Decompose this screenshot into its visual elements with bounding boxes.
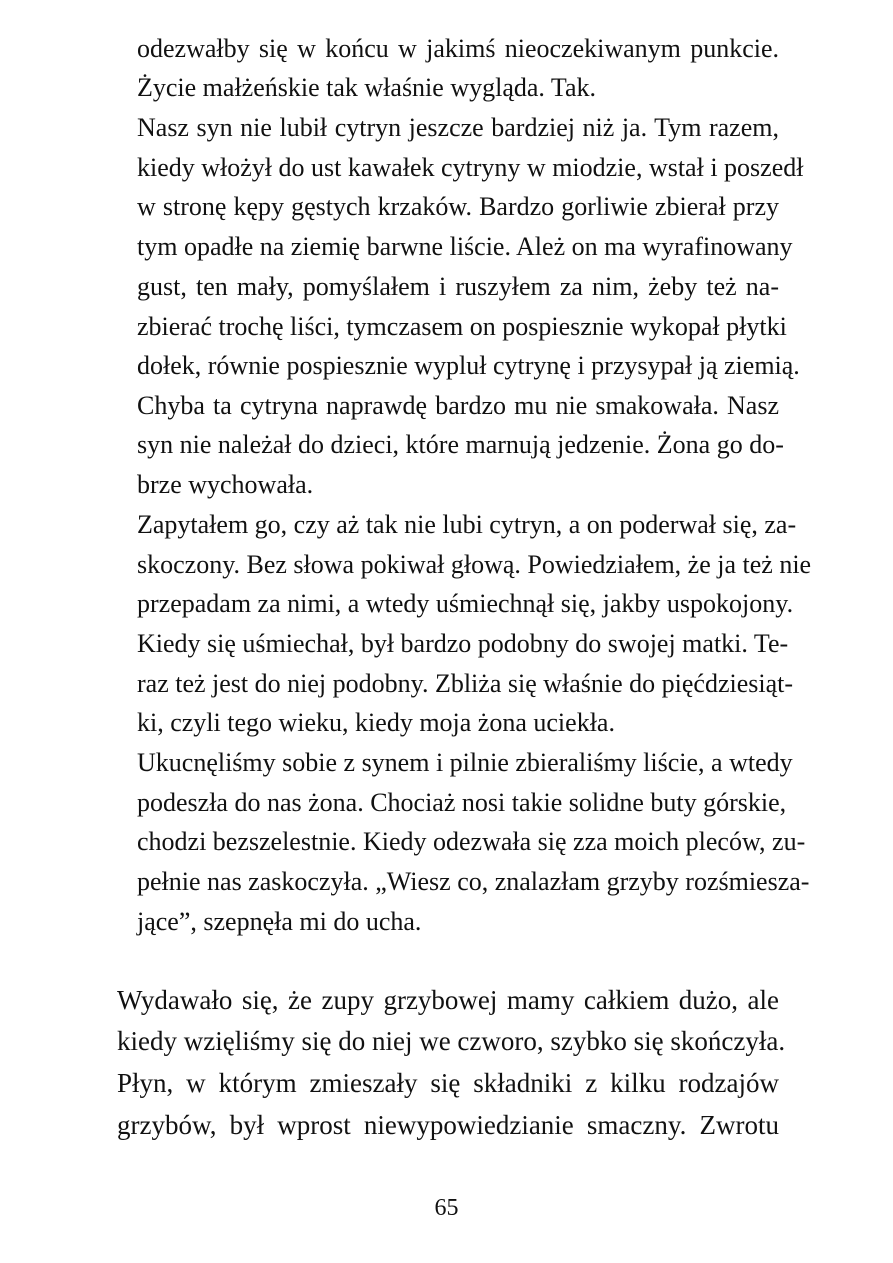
page-number: 65	[434, 1195, 459, 1221]
text-line: Zapytałem go, czy aż tak nie lubi cytryn, a on poderwał się, za-	[137, 510, 797, 539]
text-line: chodzi bezszelestnie. Kiedy odezwała się zza moich pleców, zu-	[137, 827, 806, 856]
text-line: Chyba ta cytryna naprawdę bardzo mu nie smakowała. Nasz	[137, 391, 779, 420]
text-line: podeszła do nas żona. Chociaż nosi takie solidne buty górskie,	[137, 788, 787, 817]
text-line: tym opadłe na ziemię barwne liście. Ależ on ma wyrafinowany	[137, 232, 793, 261]
text-line: Wydawało się, że zupy grzybowej mamy całkiem dużo, ale	[117, 985, 779, 1015]
text-line: skoczony. Bez słowa pokiwał głową. Powiedziałem, że ja też nie	[137, 550, 812, 579]
text-line: odezwałby się w końcu w jakimś nieoczekiwanym punkcie.	[137, 34, 779, 63]
text-line: jące”, szepnęła mi do ucha.	[137, 907, 422, 936]
text-line: gust, ten mały, pomyślałem i ruszyłem za nim, żeby też na-	[137, 272, 779, 301]
text-line: kiedy włożył do ust kawałek cytryny w miodzie, wstał i poszedł	[137, 153, 804, 182]
text-line: kiedy wzięliśmy się do niej we czworo, szybko się skończyła.	[117, 1026, 786, 1056]
text-line: w stronę kępy gęstych krzaków. Bardzo gorliwie zbierał przy	[137, 192, 779, 221]
text-line: pełnie nas zaskoczyła. „Wiesz co, znalazłam grzyby rozśmiesza-	[137, 867, 810, 896]
text-line: Ukucnęliśmy sobie z synem i pilnie zbieraliśmy liście, a wtedy	[137, 748, 793, 777]
text-line: ki, czyli tego wieku, kiedy moja żona uciekła.	[137, 708, 615, 737]
text-line: zbierać trochę liści, tymczasem on pospiesznie wykopał płytki	[137, 312, 787, 341]
text-line: grzybów, był wprost niewypowiedzianie smaczny. Zwrotu	[117, 1110, 779, 1140]
text-line: raz też jest do niej podobny. Zbliża się właśnie do pięćdziesiąt-	[137, 669, 794, 698]
text-line: Nasz syn nie lubił cytryn jeszcze bardziej niż ja. Tym razem,	[137, 113, 779, 142]
text-line: Kiedy się uśmiechał, był bardzo podobny do swojej matki. Te-	[137, 629, 789, 658]
text-line: dołek, równie pospiesznie wypluł cytrynę i przysypał ją ziemią.	[137, 351, 800, 380]
text-line: przepadam za nimi, a wtedy uśmiechnął się, jakby uspokojony.	[137, 589, 794, 618]
text-line: Płyn, w którym zmieszały się składniki z kilku rodzajów	[117, 1068, 779, 1098]
text-line: syn nie należał do dzieci, które marnują jedzenie. Żona go do-	[137, 430, 784, 459]
text-line: brze wychowała.	[137, 470, 314, 499]
text-line: Życie małżeńskie tak właśnie wygląda. Tak.	[137, 73, 597, 102]
